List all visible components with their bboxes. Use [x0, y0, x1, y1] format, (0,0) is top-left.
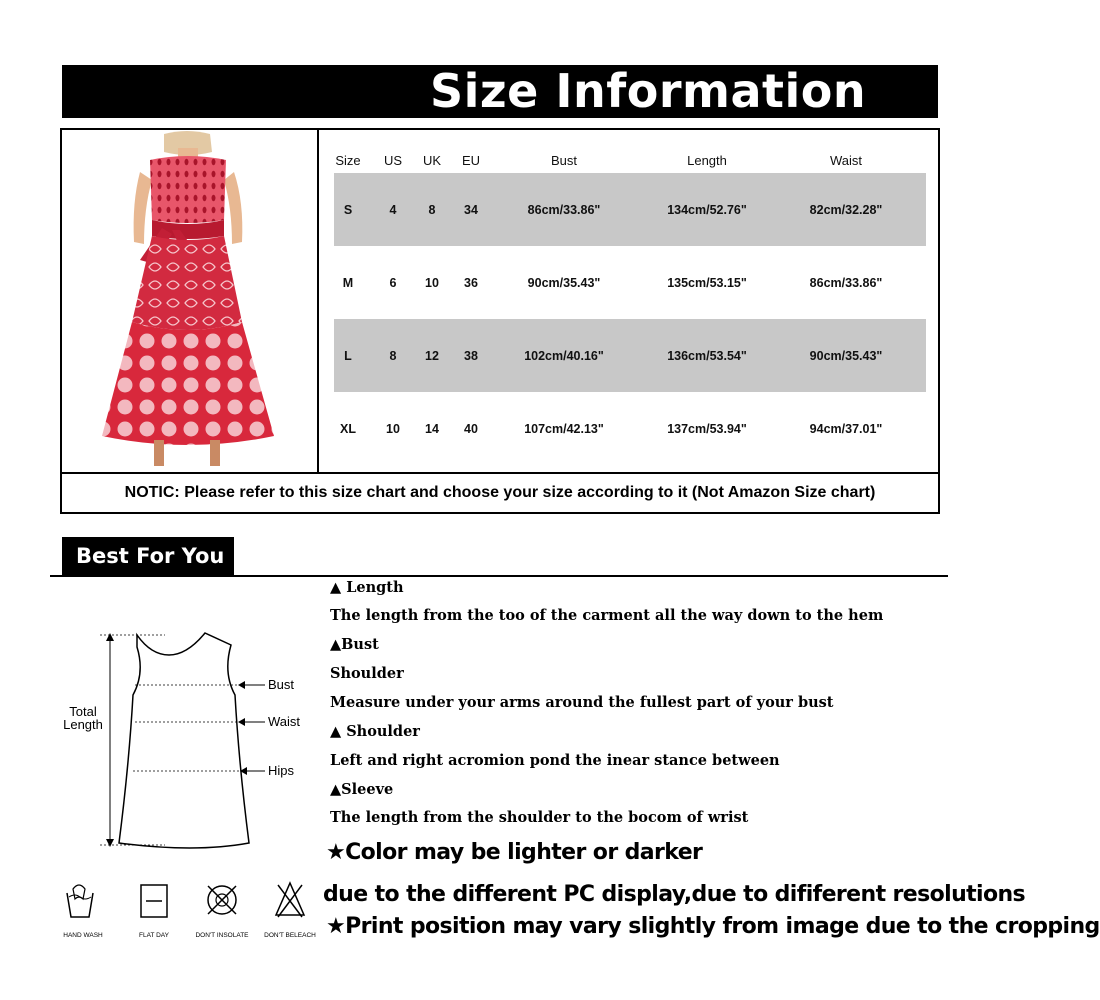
no-bleach-icon [276, 883, 304, 917]
desc-length-heading: ▲ Length [330, 579, 404, 596]
table-header-cell: Size [335, 152, 361, 168]
table-cell: 10 [425, 275, 439, 290]
arrow-down-icon [106, 839, 114, 847]
table-cell: 107cm/42.13" [524, 421, 604, 436]
measurement-diagram [55, 625, 325, 860]
waist-arrow-icon [238, 718, 245, 726]
desc-shoulder-text: Left and right acromion pond the inear stance between [330, 752, 780, 769]
table-cell: 34 [464, 202, 478, 217]
table-cell: 8 [389, 348, 397, 363]
table-cell: 102cm/40.16" [524, 348, 604, 363]
table-cell: 82cm/32.28" [809, 202, 883, 217]
table-cell: 40 [464, 421, 478, 436]
table-row [334, 319, 926, 392]
best-for-you-tab: Best For You [62, 537, 234, 575]
length-label: Length [63, 717, 103, 732]
table-header-cell: UK [422, 152, 442, 168]
table-cell: M [342, 275, 354, 290]
care-label-no-insolate: DON'T INSOLATE [195, 932, 249, 939]
care-label-hand-wash: HAND WASH [63, 932, 103, 939]
table-cell: L [344, 348, 352, 363]
table-cell: 36 [464, 275, 478, 290]
desc-length-text: The length from the too of the carment all the way down to the hem [330, 607, 884, 624]
flat-dry-icon [141, 885, 167, 917]
table-cell: 86cm/33.86" [527, 202, 601, 217]
table-cell: 90cm/35.43" [527, 275, 601, 290]
table-header-cell: Length [687, 152, 727, 168]
table-cell: 136cm/53.54" [667, 348, 747, 363]
table-cell: 90cm/35.43" [809, 348, 883, 363]
table-cell: 10 [386, 421, 400, 436]
table-cell: 135cm/53.15" [667, 275, 747, 290]
table-cell: 38 [464, 348, 478, 363]
table-cell: 14 [425, 421, 439, 436]
care-label-no-bleach: DON'T BELEACH [264, 932, 316, 939]
desc-sleeve-text: The length from the shoulder to the bocom of wrist [330, 809, 749, 826]
desc-shoulder-heading: ▲ Shoulder [330, 723, 420, 740]
dress-outline [119, 633, 249, 848]
care-label-flat-dry: FLAT DAY [139, 932, 169, 939]
desc-shoulder-label: Shoulder [330, 665, 404, 682]
desc-sleeve-heading: ▲Sleeve [330, 781, 394, 798]
bust-label: Bust [268, 677, 295, 692]
table-row [334, 246, 926, 319]
table-cell: 8 [428, 202, 436, 217]
table-cell: 134cm/52.76" [667, 202, 747, 217]
table-header-cell: US [383, 152, 403, 168]
note-color: ★Color may be lighter or darker [326, 840, 703, 865]
size-notice: NOTIC: Please refer to this size chart and choose your size according to it (Not Amazon Size chart) [124, 484, 876, 501]
arrow-up-icon [106, 633, 114, 641]
bust-arrow-icon [238, 681, 245, 689]
table-cell: 6 [389, 275, 397, 290]
page-title: Size Information [62, 65, 938, 118]
table-row [334, 392, 926, 465]
size-chart-box [60, 128, 940, 514]
dress-photo [92, 132, 292, 470]
note-display: due to the different PC display,due to dififerent resolutions [323, 882, 1026, 907]
table-cell: 137cm/53.94" [667, 421, 747, 436]
section-divider [50, 575, 948, 577]
table-cell: 94cm/37.01" [809, 421, 883, 436]
table-header-cell: EU [461, 152, 481, 168]
table-header-cell: Waist [829, 152, 863, 168]
table-cell: 86cm/33.86" [809, 275, 883, 290]
table-header-cell: Bust [550, 152, 577, 168]
no-insolate-icon [208, 886, 236, 914]
care-icons [55, 875, 325, 945]
table-cell: 12 [425, 348, 439, 363]
table-header-row [334, 150, 926, 170]
hips-label: Hips [268, 763, 295, 778]
table-row [334, 173, 926, 246]
vertical-divider [317, 130, 319, 474]
waist-label: Waist [268, 714, 301, 729]
table-cell: XL [340, 421, 356, 436]
table-cell: S [343, 202, 353, 217]
hand-wash-icon [67, 885, 93, 917]
desc-bust-text: Measure under your arms around the fullest part of your bust [330, 694, 834, 711]
note-print: ★Print position may vary slightly from image due to the cropping [326, 914, 1100, 939]
desc-bust-heading: ▲Bust [330, 636, 379, 653]
table-cell: 4 [389, 202, 397, 217]
total-label: Total [69, 704, 97, 719]
